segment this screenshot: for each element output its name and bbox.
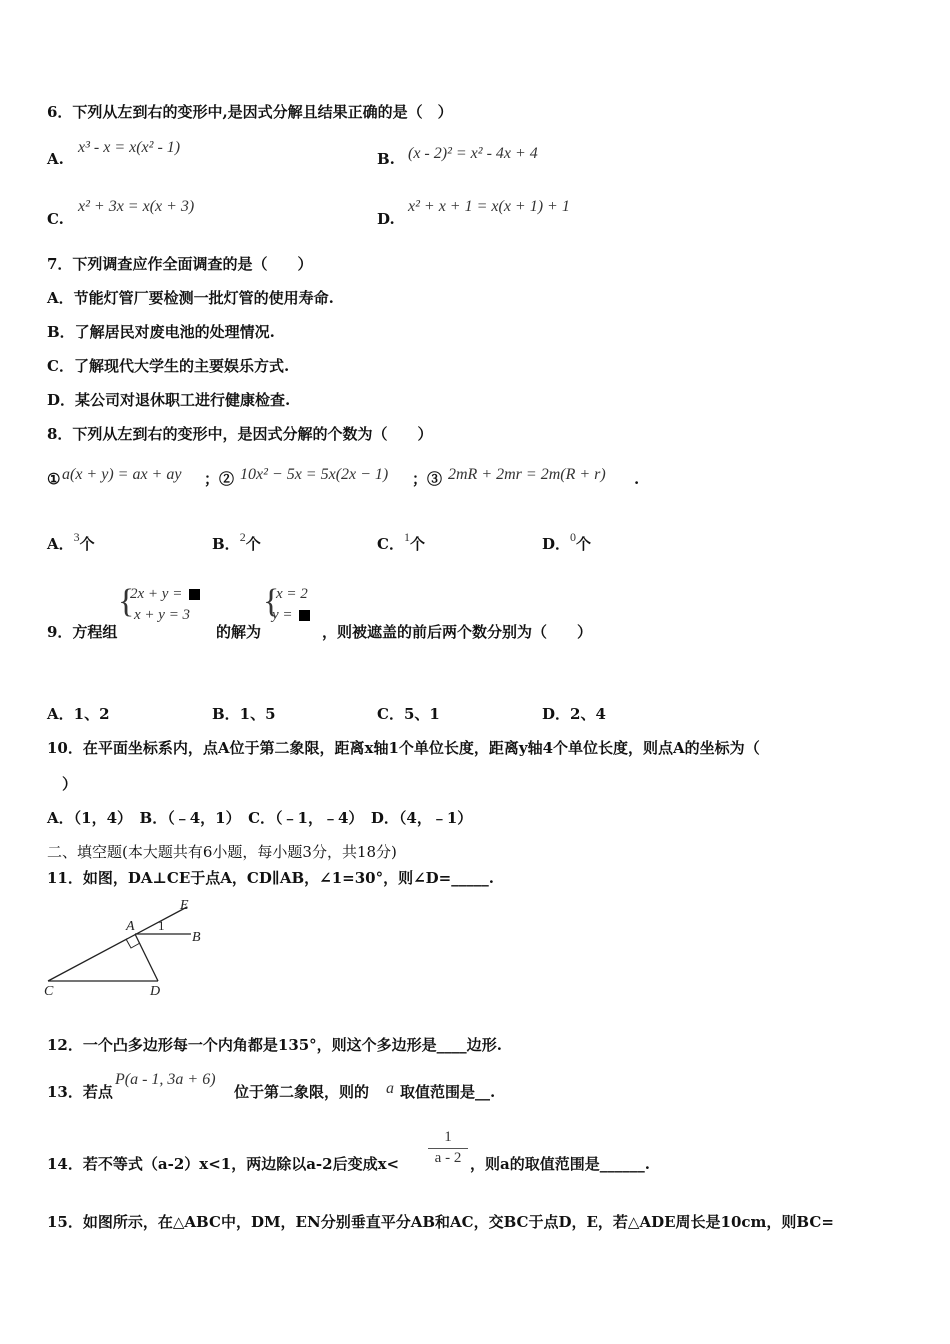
q8-expr-3: 2mR + 2mr = 2m(R + r) <box>448 466 606 483</box>
label-a: A <box>126 919 135 934</box>
q13-suffix: 取值范围是__. <box>400 1083 496 1101</box>
q8-option-c <box>377 530 425 554</box>
q6-option-c-label: C. <box>47 210 64 228</box>
q8-stem: 8．下列从左到右的变形中，是因式分解的个数为（ ） <box>47 425 433 443</box>
q14-frac-num: 1 <box>444 1129 452 1145</box>
q8-option-c-num: 1 <box>403 530 410 544</box>
q9-prefix: 9．方程组 <box>47 623 118 641</box>
q7-stem: 7．下列调查应作全面调查的是（ ） <box>47 255 313 273</box>
q10-options: A．（1，4） B．（﹣4，1） C．（﹣1，﹣4） D．（4，﹣1） <box>47 809 473 827</box>
q10-stem: 10．在平面坐标系内，点A位于第二象限，距离x轴1个单位长度，距离y轴4个单位长度，则点A的坐标为（ <box>47 739 760 757</box>
q8-option-b <box>212 530 261 554</box>
q6-option-c-expr: x² + 3x = x(x + 3) <box>78 198 195 215</box>
q9-system1-eq2: x + y = 3 <box>134 607 191 623</box>
q8-sep-3: ；③ <box>412 470 443 488</box>
q6-stem: 6．下列从左到右的变形中,是因式分解且结果正确的是（ ） <box>47 103 453 121</box>
label-d: D <box>150 984 161 999</box>
line-ad <box>135 934 158 981</box>
q6-option-d-label: D. <box>377 210 395 228</box>
q7-option-c: C．了解现代大学生的主要娱乐方式. <box>47 357 290 375</box>
label-angle-1: 1 <box>158 918 165 933</box>
q13-var: a <box>386 1080 394 1097</box>
q8-option-d-label: D． <box>542 535 571 553</box>
q9-system2-brace: { <box>263 583 280 620</box>
label-c: C <box>44 984 54 999</box>
q6-option-d-expr: x² + x + 1 = x(x + 1) + 1 <box>408 198 570 215</box>
line-ce <box>48 907 187 981</box>
q6-option-a-expr: x³ - x = x(x² - 1) <box>78 139 181 156</box>
q14-fraction <box>428 1129 468 1167</box>
q13-prefix: 13．若点 <box>47 1083 113 1101</box>
q8-option-a-num: 3 <box>73 530 80 544</box>
q9-system2-eq1: x = 2 <box>276 586 308 602</box>
q6-option-b-expr: (x - 2)² = x² - 4x + 4 <box>408 145 538 162</box>
q8-expr-2: 10x² − 5x = 5x(2x − 1) <box>240 466 389 483</box>
q8-expr-1: a(x + y) = ax + ay <box>62 466 182 483</box>
q9-cover-block-2 <box>299 610 310 621</box>
q13-point-expr: P(a - 1, 3a + 6) <box>115 1071 216 1088</box>
q11-stem: 11．如图，DA⊥CE于点A，CD∥AB，∠1=30°，则∠D=_____. <box>47 869 494 887</box>
q14-suffix: ，则a的取值范围是______. <box>470 1155 650 1173</box>
q8-option-b-label: B． <box>212 535 240 553</box>
q8-option-a-unit: 个 <box>79 535 95 553</box>
label-e: E <box>180 898 189 913</box>
q8-option-d <box>542 530 592 554</box>
q9-suffix: ，则被遮盖的前后两个数分别为（ ） <box>322 623 593 641</box>
q8-option-c-label: C． <box>377 535 404 553</box>
q8-option-d-unit: 个 <box>576 535 592 553</box>
q8-option-b-unit: 个 <box>245 535 261 553</box>
q9-option-b: B．1、5 <box>212 705 276 723</box>
q8-option-c-unit: 个 <box>409 535 425 553</box>
section-2-heading: 二、填空题(本大题共有6小题，每小题3分，共18分) <box>47 843 397 861</box>
q15-stem: 15．如图所示，在△ABC中，DM，EN分别垂直平分AB和AC，交BC于点D，E，若△ADE周长是10cm，则BC= <box>47 1213 834 1231</box>
q8-option-b-num: 2 <box>239 530 246 544</box>
q9-mid: 的解为 <box>216 623 262 641</box>
q9-cover-block-1 <box>189 589 200 600</box>
q9-option-a: A．1、2 <box>47 705 110 723</box>
q7-option-d: D．某公司对退休职工进行健康检查. <box>47 391 291 409</box>
q8-option-a <box>47 530 95 554</box>
label-b: B <box>192 930 201 945</box>
q7-option-b: B．了解居民对废电池的处理情况. <box>47 323 275 341</box>
q9-system1-brace: { <box>118 583 135 620</box>
q6-option-a-label: A. <box>47 150 64 168</box>
q8-option-d-num: 0 <box>570 530 577 544</box>
q6-option-b-label: B. <box>377 150 395 168</box>
q9-option-d: D．2、4 <box>542 705 606 723</box>
q8-option-a-label: A． <box>47 535 74 553</box>
q13-mid: 位于第二象限，则的 <box>234 1083 370 1101</box>
q11-figure <box>40 895 210 1000</box>
q8-marker-1: ① <box>47 470 61 488</box>
q12-stem: 12．一个凸多边形每一个内角都是135°，则这个多边形是____边形. <box>47 1036 502 1054</box>
q14-frac-den: a - 2 <box>428 1148 468 1167</box>
q10-close: ） <box>62 775 78 793</box>
q9-option-c: C．5、1 <box>377 705 440 723</box>
q8-end: . <box>634 470 640 488</box>
q8-sep-2: ；② <box>204 470 235 488</box>
q9-system2-eq2: y = <box>272 605 310 625</box>
q7-option-a: A．节能灯管厂要检测一批灯管的使用寿命. <box>47 289 334 307</box>
q9-system1-eq1: 2x + y = <box>130 584 200 604</box>
q14-prefix: 14．若不等式（a-2）x<1，两边除以a-2后变成x< <box>47 1155 400 1173</box>
